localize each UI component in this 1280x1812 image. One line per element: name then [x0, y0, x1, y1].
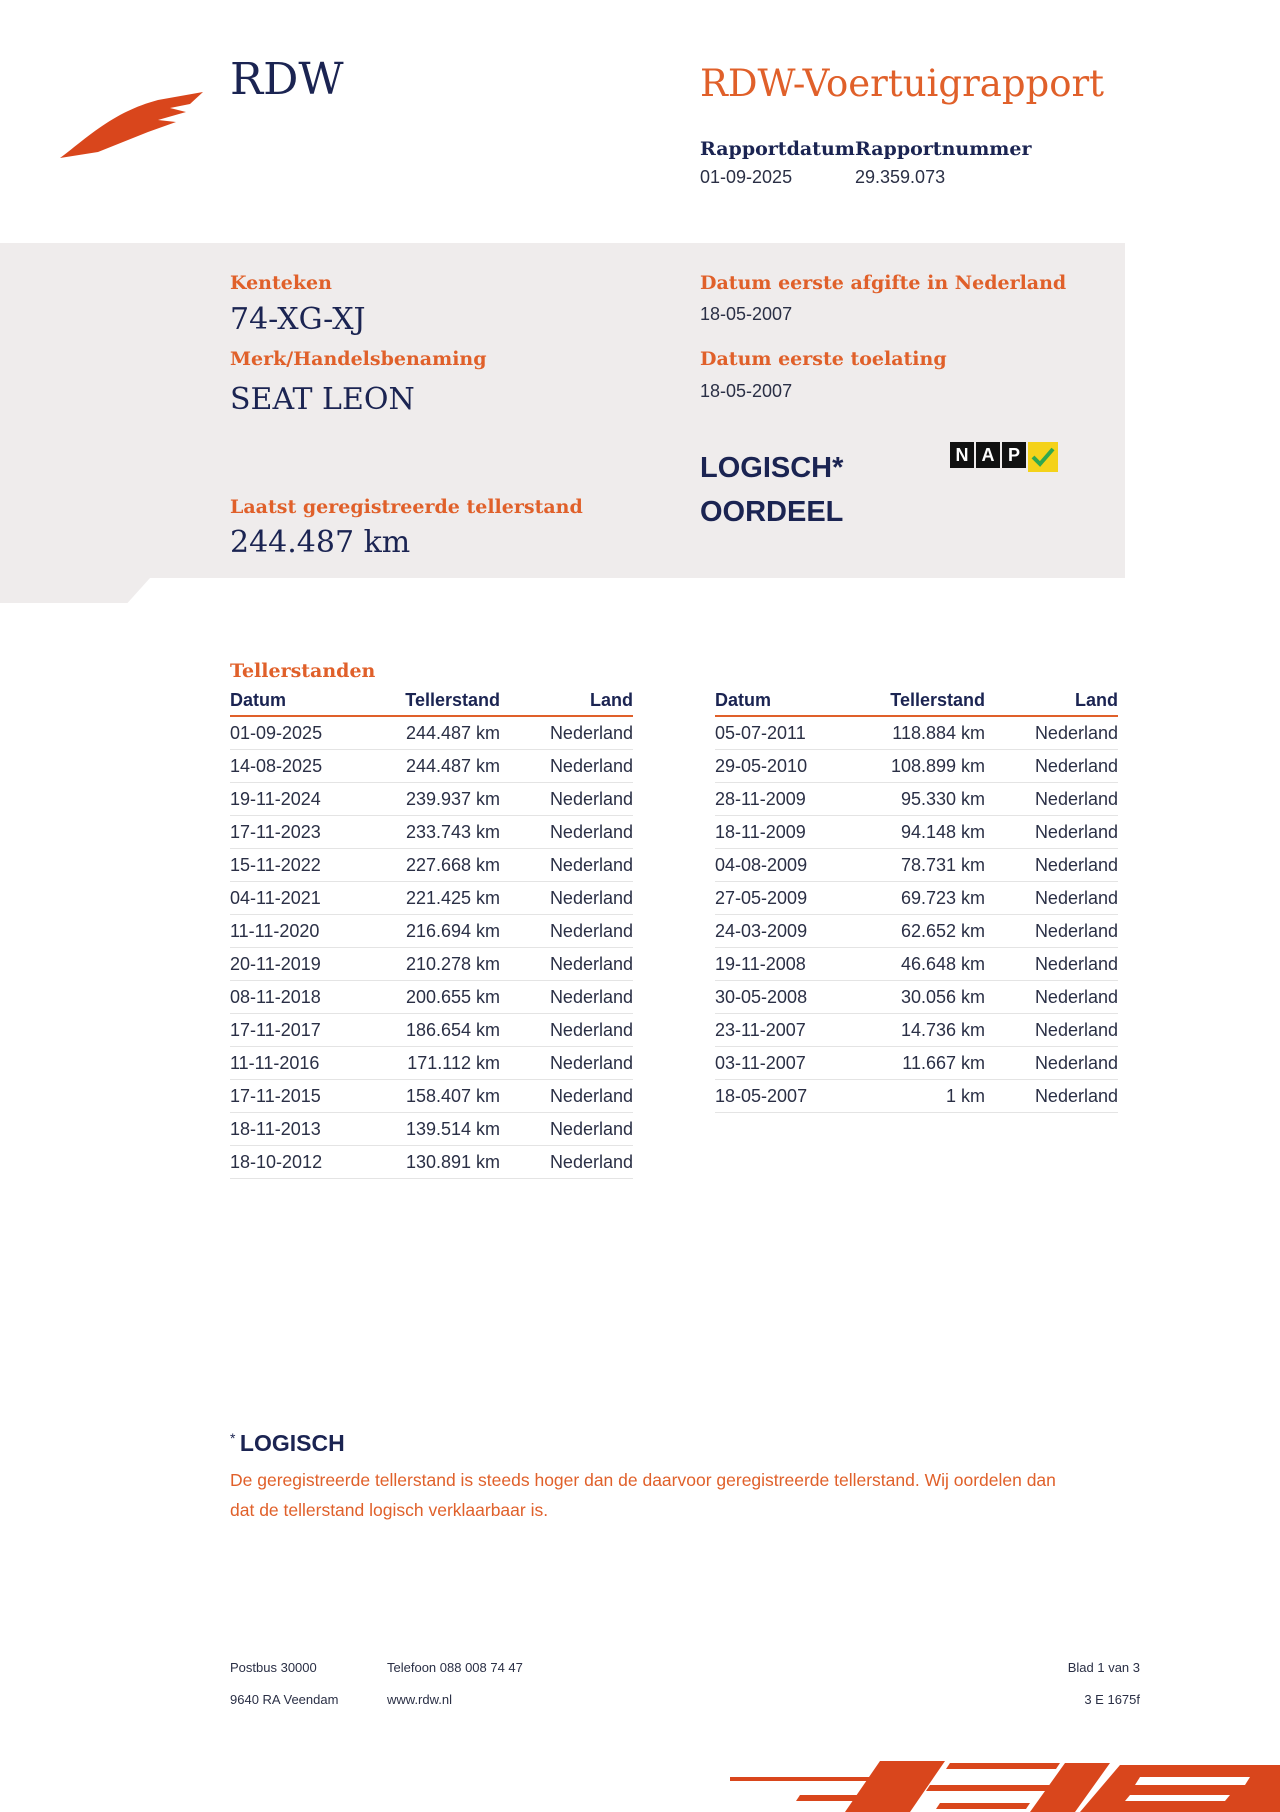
- table-row: [715, 1080, 1118, 1113]
- col-header-country: Land: [985, 690, 1118, 716]
- table-row: [230, 948, 633, 981]
- col-header-odometer: Tellerstand: [860, 690, 985, 716]
- row-date: 23-11-2007: [715, 1014, 860, 1047]
- row-odometer: 171.112 km: [375, 1047, 500, 1080]
- row-odometer: 244.487 km: [375, 716, 500, 750]
- row-odometer: 46.648 km: [860, 948, 985, 981]
- row-date: 24-03-2009: [715, 915, 860, 948]
- nap-letter-a: A: [976, 442, 1000, 468]
- row-odometer: 130.891 km: [375, 1146, 500, 1179]
- col-header-date: Datum: [715, 690, 860, 716]
- row-date: 17-11-2017: [230, 1014, 375, 1047]
- explanation-star: *: [230, 1430, 236, 1446]
- row-country: Nederland: [985, 783, 1118, 816]
- table-row: [715, 882, 1118, 915]
- row-country: Nederland: [985, 1080, 1118, 1113]
- row-odometer: 158.407 km: [375, 1080, 500, 1113]
- plate-value: 74-XG-XJ: [230, 302, 366, 337]
- row-country: Nederland: [500, 1047, 633, 1080]
- table-row: [230, 1080, 633, 1113]
- table-row: [230, 716, 633, 750]
- report-date: 01-09-2025: [700, 167, 793, 187]
- table-row: [230, 1014, 633, 1047]
- row-date: 30-05-2008: [715, 981, 860, 1014]
- row-odometer: 78.731 km: [860, 849, 985, 882]
- row-country: Nederland: [500, 915, 633, 948]
- nap-badge: [950, 442, 1058, 472]
- row-odometer: 186.654 km: [375, 1014, 500, 1047]
- table-row: [715, 1047, 1118, 1080]
- footer-phone: Telefoon 088 008 74 47: [387, 1660, 523, 1675]
- row-odometer: 62.652 km: [860, 915, 985, 948]
- table-row: [715, 915, 1118, 948]
- rdw-logo-icon: [58, 82, 208, 162]
- row-country: Nederland: [985, 948, 1118, 981]
- last-odometer-label: Laatst geregistreerde tellerstand: [230, 496, 583, 518]
- row-date: 19-11-2024: [230, 783, 375, 816]
- table-row: [230, 750, 633, 783]
- table-row: [715, 1014, 1118, 1047]
- table-row: [230, 1113, 633, 1146]
- row-odometer: 11.667 km: [860, 1047, 985, 1080]
- row-date: 14-08-2025: [230, 750, 375, 783]
- last-odometer-value: 244.487 km: [230, 525, 411, 560]
- row-country: Nederland: [500, 1146, 633, 1179]
- make-value: SEAT LEON: [230, 382, 415, 417]
- table-row: [715, 750, 1118, 783]
- row-country: Nederland: [985, 816, 1118, 849]
- decorative-stripes-icon: [730, 1755, 1280, 1812]
- row-country: Nederland: [985, 750, 1118, 783]
- row-date: 17-11-2015: [230, 1080, 375, 1113]
- row-country: Nederland: [500, 948, 633, 981]
- row-date: 27-05-2009: [715, 882, 860, 915]
- row-date: 18-11-2013: [230, 1113, 375, 1146]
- verdict-line-2: OORDEEL: [700, 496, 844, 528]
- row-odometer: 139.514 km: [375, 1113, 500, 1146]
- explanation-title: [230, 1430, 345, 1457]
- row-date: 19-11-2008: [715, 948, 860, 981]
- table-row: [715, 981, 1118, 1014]
- col-header-country: Land: [500, 690, 633, 716]
- row-date: 18-05-2007: [715, 1080, 860, 1113]
- row-date: 29-05-2010: [715, 750, 860, 783]
- explanation-text-1: De geregistreerde tellerstand is steeds hoger dan de daarvoor geregistreerde tellerstand. Wij oordelen dan: [230, 1470, 1056, 1490]
- explanation-heading: LOGISCH: [239, 1430, 345, 1456]
- footer-website[interactable]: www.rdw.nl: [387, 1692, 453, 1707]
- table-row: [230, 981, 633, 1014]
- table-row: [715, 816, 1118, 849]
- first-admission-value: 18-05-2007: [700, 381, 793, 401]
- table-row: [230, 1047, 633, 1080]
- table-row: [230, 849, 633, 882]
- panel-notch: [0, 578, 150, 603]
- row-country: Nederland: [500, 1014, 633, 1047]
- odometer-table-right: [715, 690, 1118, 1113]
- row-date: 15-11-2022: [230, 849, 375, 882]
- row-date: 05-07-2011: [715, 716, 860, 750]
- row-odometer: 1 km: [860, 1080, 985, 1113]
- row-country: Nederland: [500, 882, 633, 915]
- row-country: Nederland: [985, 915, 1118, 948]
- explanation-text-2: dat de tellerstand logisch verklaarbaar is.: [230, 1500, 549, 1520]
- table-row: [715, 716, 1118, 750]
- first-issue-value: 18-05-2007: [700, 304, 793, 324]
- col-header-odometer: Tellerstand: [375, 690, 500, 716]
- row-date: 18-10-2012: [230, 1146, 375, 1179]
- footer-postbus: Postbus 30000: [230, 1660, 317, 1675]
- make-label: Merk/Handelsbenaming: [230, 348, 487, 370]
- row-country: Nederland: [500, 816, 633, 849]
- nap-letter-p: P: [1002, 442, 1026, 468]
- report-number-label: Rapportnummer: [855, 138, 1032, 160]
- row-date: 04-08-2009: [715, 849, 860, 882]
- row-odometer: 233.743 km: [375, 816, 500, 849]
- table-row: [230, 915, 633, 948]
- first-admission-label: Datum eerste toelating: [700, 348, 947, 370]
- row-country: Nederland: [985, 882, 1118, 915]
- row-odometer: 200.655 km: [375, 981, 500, 1014]
- footer-page: Blad 1 van 3: [1067, 1660, 1140, 1675]
- footer-code: 3 E 1675f: [1084, 1692, 1140, 1707]
- row-date: 11-11-2016: [230, 1047, 375, 1080]
- odometer-table-left: [230, 690, 633, 1179]
- org-name: RDW: [230, 54, 344, 105]
- row-date: 17-11-2023: [230, 816, 375, 849]
- row-odometer: 239.937 km: [375, 783, 500, 816]
- row-country: Nederland: [985, 981, 1118, 1014]
- table-row: [230, 882, 633, 915]
- row-country: Nederland: [500, 1113, 633, 1146]
- row-date: 01-09-2025: [230, 716, 375, 750]
- row-date: 04-11-2021: [230, 882, 375, 915]
- row-odometer: 221.425 km: [375, 882, 500, 915]
- row-odometer: 118.884 km: [860, 716, 985, 750]
- row-odometer: 94.148 km: [860, 816, 985, 849]
- row-odometer: 210.278 km: [375, 948, 500, 981]
- row-date: 20-11-2019: [230, 948, 375, 981]
- row-date: 28-11-2009: [715, 783, 860, 816]
- plate-label: Kenteken: [230, 272, 332, 294]
- row-country: Nederland: [500, 849, 633, 882]
- row-date: 08-11-2018: [230, 981, 375, 1014]
- row-odometer: 30.056 km: [860, 981, 985, 1014]
- first-issue-label: Datum eerste afgifte in Nederland: [700, 272, 1067, 294]
- table-row: [230, 783, 633, 816]
- check-icon: [1028, 442, 1058, 472]
- footer-city: 9640 RA Veendam: [230, 1692, 339, 1707]
- row-odometer: 216.694 km: [375, 915, 500, 948]
- row-country: Nederland: [985, 1047, 1118, 1080]
- row-odometer: 244.487 km: [375, 750, 500, 783]
- table-row: [715, 948, 1118, 981]
- row-date: 03-11-2007: [715, 1047, 860, 1080]
- table-row: [715, 849, 1118, 882]
- row-date: 18-11-2009: [715, 816, 860, 849]
- report-number: 29.359.073: [855, 167, 946, 187]
- row-country: Nederland: [985, 716, 1118, 750]
- row-country: Nederland: [500, 750, 633, 783]
- verdict-line-1: LOGISCH*: [700, 452, 844, 484]
- nap-letter-n: N: [950, 442, 974, 468]
- table-row: [715, 783, 1118, 816]
- row-date: 11-11-2020: [230, 915, 375, 948]
- row-odometer: 95.330 km: [860, 783, 985, 816]
- row-country: Nederland: [500, 783, 633, 816]
- odometer-section-title: Tellerstanden: [230, 660, 376, 682]
- row-odometer: 69.723 km: [860, 882, 985, 915]
- col-header-date: Datum: [230, 690, 375, 716]
- row-country: Nederland: [985, 1014, 1118, 1047]
- row-odometer: 108.899 km: [860, 750, 985, 783]
- row-country: Nederland: [500, 716, 633, 750]
- row-country: Nederland: [500, 981, 633, 1014]
- row-odometer: 227.668 km: [375, 849, 500, 882]
- table-row: [230, 816, 633, 849]
- row-country: Nederland: [985, 849, 1118, 882]
- report-title: RDW-Voertuigrapport: [700, 62, 1105, 105]
- row-odometer: 14.736 km: [860, 1014, 985, 1047]
- table-row: [230, 1146, 633, 1179]
- report-date-label: Rapportdatum: [700, 138, 855, 160]
- row-country: Nederland: [500, 1080, 633, 1113]
